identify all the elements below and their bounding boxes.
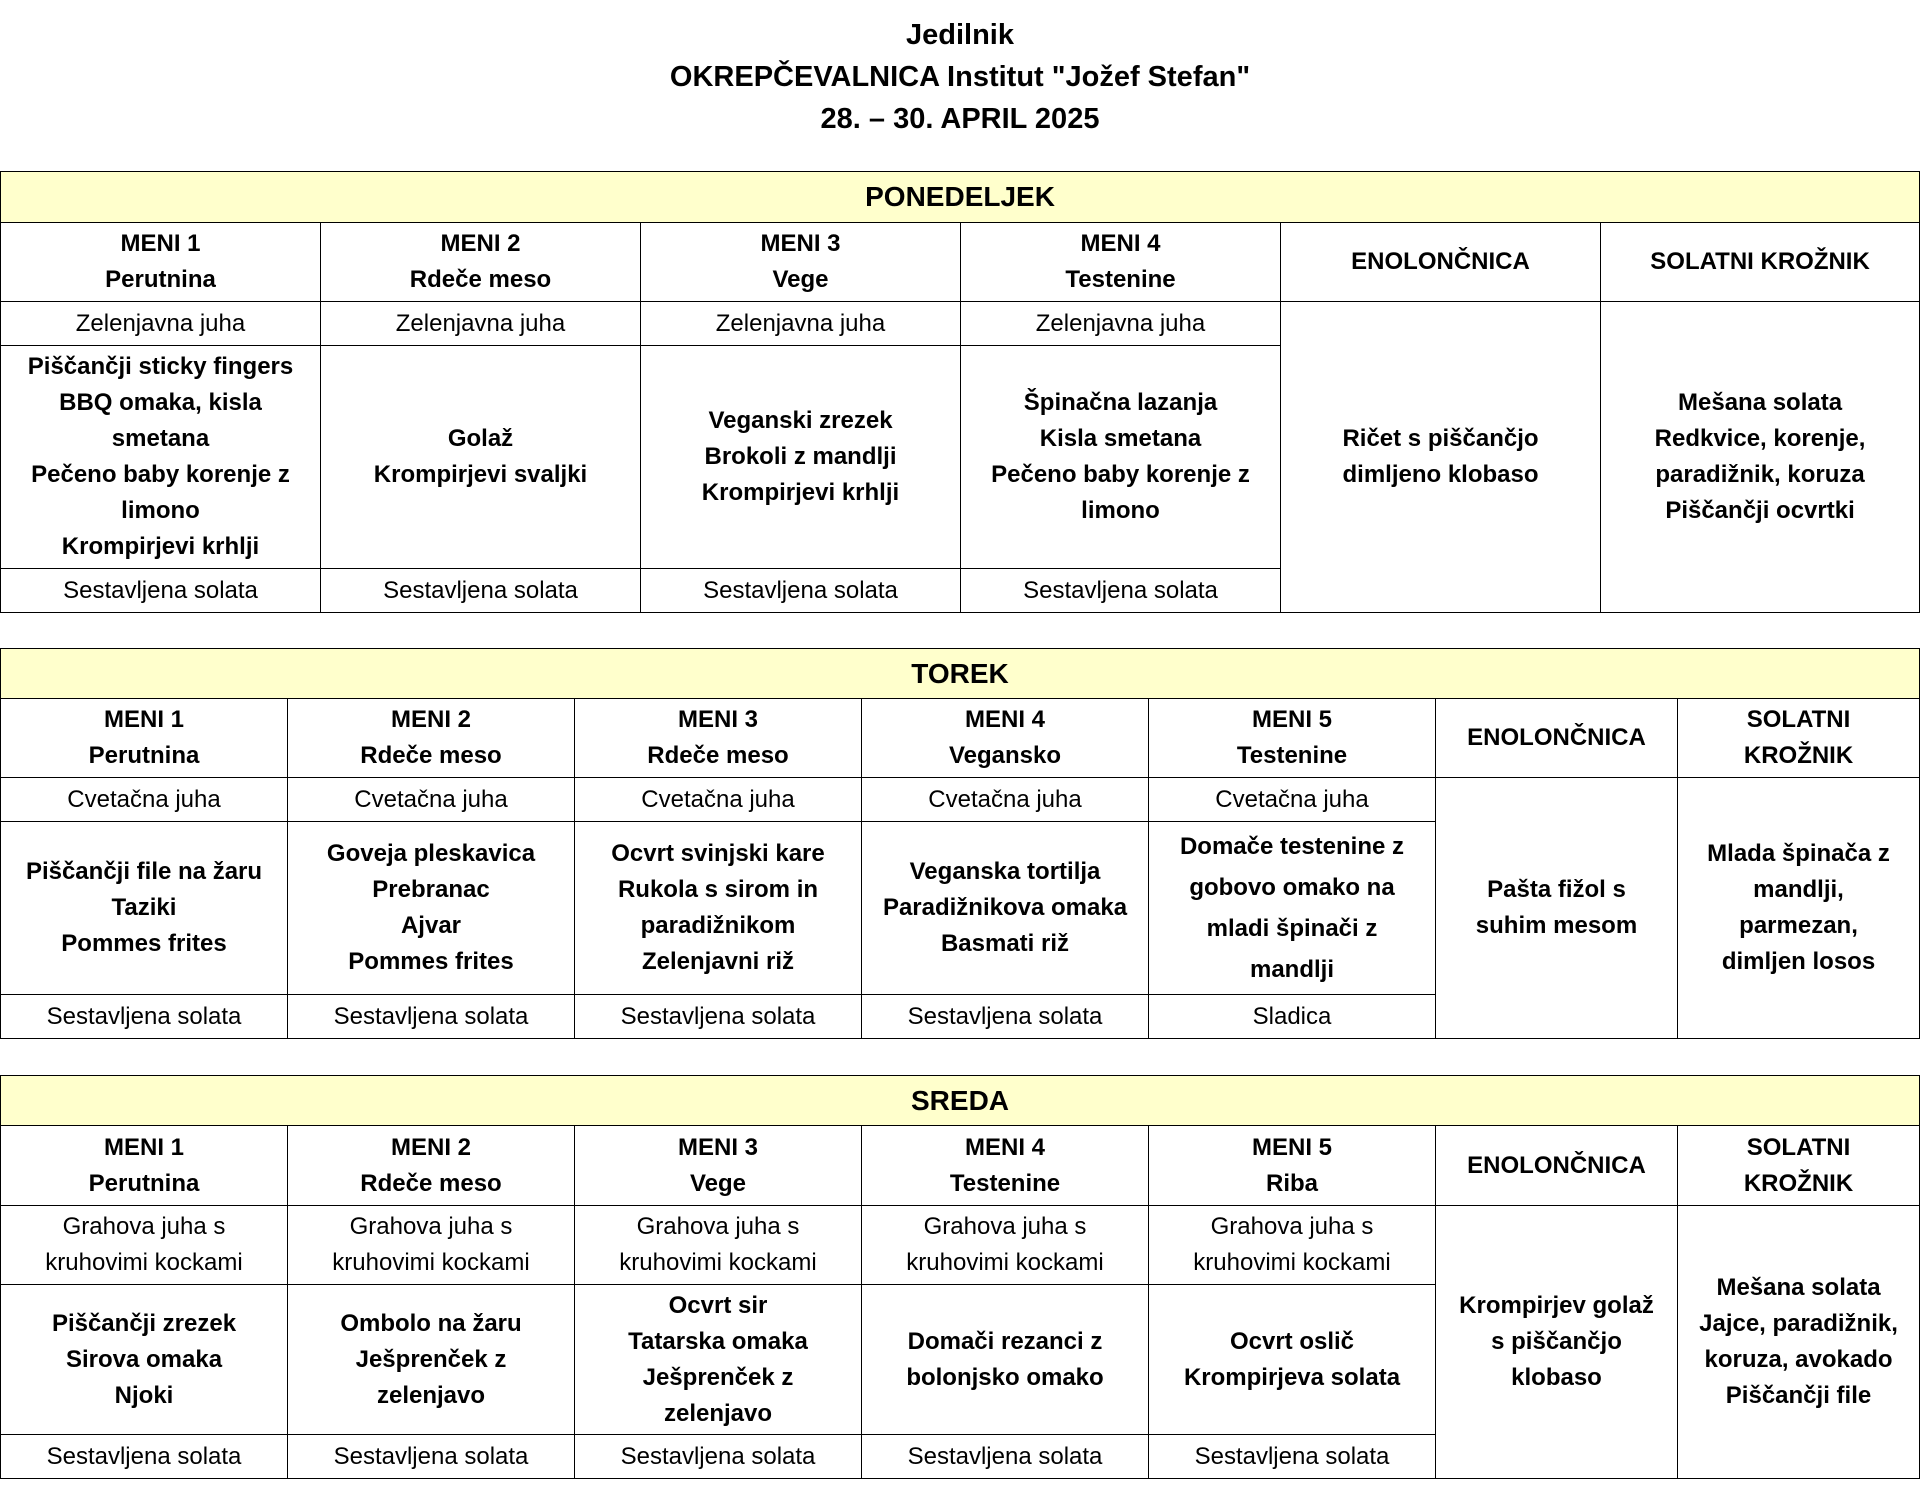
enoloncnica-line: dimljeno klobaso	[1342, 461, 1539, 488]
main-dish-cell	[961, 346, 1281, 569]
main-dish-line: Zelenjavni riž	[641, 948, 795, 975]
main-dish-line: Krompirjevi svaljki	[373, 461, 588, 488]
main-dish-line: Njoki	[114, 1381, 174, 1409]
venue-title: OKREPČEVALNICA Institut "Jožef Stefan"	[669, 61, 1251, 93]
enoloncnica-header: ENOLONČNICA	[1436, 1126, 1678, 1206]
menu-header	[961, 223, 1281, 302]
main-dish-line: Piščančji file na žaru	[25, 858, 263, 885]
solatni-title-line: KROŽNIK	[1743, 742, 1854, 769]
main-dish-line: Piščančji zrezek	[51, 1309, 237, 1337]
main-dish-line: Rukola s sirom in	[617, 876, 819, 903]
soup-cell: Cvetačna juha	[575, 778, 862, 822]
menu-subtitle: Rdeče meso	[360, 1169, 502, 1197]
soup-line: kruhovimi kockami	[45, 1249, 243, 1276]
menu-header	[1, 223, 321, 302]
side-cell: Sestavljena solata	[862, 995, 1149, 1039]
soup-cell: Zelenjavna juha	[641, 302, 961, 346]
menu-subtitle: Vege	[772, 266, 829, 293]
side-cell: Sestavljena solata	[1149, 1435, 1436, 1479]
menu-header	[321, 223, 641, 302]
menu-title: MENI 5	[1251, 706, 1332, 733]
side-cell: Sestavljena solata	[321, 569, 641, 613]
soup-cell	[862, 1206, 1149, 1285]
solatni-header	[1678, 699, 1920, 778]
main-dish-line: Domači rezanci z	[907, 1327, 1103, 1355]
side-cell: Sestavljena solata	[862, 1435, 1149, 1479]
main-dish-line: Krompirjevi krhlji	[61, 533, 260, 560]
enoloncnica-line: klobaso	[1511, 1364, 1602, 1391]
main-dish-line: Tatarska omaka	[628, 1327, 808, 1355]
side-cell: Sestavljena solata	[288, 1435, 575, 1479]
soup-cell: Cvetačna juha	[1, 778, 288, 822]
menu-title: MENI 1	[103, 1133, 184, 1161]
main-dish-line: Goveja pleskavica	[326, 840, 536, 867]
soup-line: Grahova juha s	[62, 1213, 226, 1240]
soup-line: Grahova juha s	[923, 1213, 1087, 1240]
main-dish-line: Pečeno baby korenje z	[31, 461, 290, 488]
main-dish-line: limono	[1081, 497, 1160, 524]
solatni-line: mandlji,	[1753, 876, 1844, 903]
menu-title: MENI 4	[964, 706, 1045, 733]
main-dish-line: Ombolo na žaru	[340, 1309, 522, 1337]
soup-line: kruhovimi kockami	[619, 1249, 817, 1276]
solatni-line: paradižnik, koruza	[1655, 461, 1865, 488]
main-dish-cell	[641, 346, 961, 569]
enoloncnica-line: Ričet s piščančjo	[1342, 425, 1539, 452]
soup-cell: Zelenjavna juha	[321, 302, 641, 346]
menu-title: MENI 2	[440, 230, 521, 257]
day-table-ponedeljek	[0, 171, 1920, 613]
menu-header	[575, 1126, 862, 1206]
main-dish-line: Krompirjeva solata	[1183, 1363, 1401, 1391]
menu-subtitle: Vegansko	[948, 742, 1062, 769]
side-cell: Sestavljena solata	[575, 995, 862, 1039]
main-dish-line: Ješprenček z	[355, 1345, 507, 1373]
main-dish-line: Pommes frites	[348, 948, 514, 975]
main-dish-line: bolonjsko omako	[906, 1363, 1104, 1391]
main-dish-line: Ocvrt svinjski kare	[611, 840, 825, 867]
menu-subtitle: Testenine	[949, 1169, 1061, 1197]
solatni-line: Mlada špinača z	[1707, 840, 1890, 867]
menu-header	[641, 223, 961, 302]
menu-header	[1, 1126, 288, 1206]
solatni-line: Mešana solata	[1716, 1274, 1881, 1301]
menu-subtitle: Testenine	[1065, 266, 1176, 293]
main-dish-line: Veganska tortilja	[909, 858, 1101, 885]
side-cell: Sestavljena solata	[1, 1435, 288, 1479]
page-header	[0, 14, 1920, 140]
main-dish-line: limono	[121, 497, 200, 524]
menu-title: MENI 3	[677, 706, 758, 733]
main-dish-line: Ajvar	[400, 912, 462, 939]
soup-cell	[288, 1206, 575, 1285]
menu-header	[1149, 1126, 1436, 1206]
menu-title: MENI 4	[1080, 230, 1161, 257]
enoloncnica-cell	[1436, 778, 1678, 1039]
main-dish-cell	[575, 822, 862, 995]
page-title: Jedilnik	[906, 19, 1014, 51]
main-dish-line: Prebranac	[372, 876, 490, 903]
main-dish-line: Ocvrt sir	[668, 1291, 768, 1319]
menu-title: MENI 2	[390, 1133, 471, 1161]
menu-title: MENI 1	[120, 230, 201, 257]
solatni-title-line: SOLATNI	[1746, 1133, 1851, 1161]
soup-line: Grahova juha s	[636, 1213, 800, 1240]
solatni-line: Redkvice, korenje,	[1654, 425, 1866, 452]
menu-header	[575, 699, 862, 778]
enoloncnica-header: ENOLONČNICA	[1436, 699, 1678, 778]
main-dish-line: BBQ omaka, kisla	[59, 389, 262, 416]
main-dish-line: zelenjavo	[663, 1399, 773, 1427]
main-dish-cell	[862, 822, 1149, 995]
soup-cell	[1, 1206, 288, 1285]
menu-subtitle: Perutnina	[105, 266, 216, 293]
main-dish-line: Ocvrt oslič	[1229, 1327, 1355, 1355]
menu-subtitle: Testenine	[1236, 742, 1348, 769]
main-dish-cell	[321, 346, 641, 569]
main-dish-cell	[575, 1285, 862, 1435]
solatni-header	[1678, 1126, 1920, 1206]
main-dish-cell	[1149, 1285, 1436, 1435]
enoloncnica-line: Krompirjev golaž	[1459, 1292, 1654, 1319]
solatni-line: Piščančji file	[1725, 1382, 1872, 1409]
day-name: TOREK	[1, 649, 1920, 699]
soup-cell: Zelenjavna juha	[961, 302, 1281, 346]
day-table-torek	[0, 648, 1920, 1039]
enoloncnica-line: suhim mesom	[1475, 912, 1638, 939]
menu-title: MENI 5	[1251, 1133, 1332, 1161]
main-dish-cell	[288, 822, 575, 995]
soup-cell: Cvetačna juha	[1149, 778, 1436, 822]
solatni-line: parmezan,	[1739, 912, 1858, 939]
menu-subtitle: Rdeče meso	[409, 266, 552, 293]
menu-subtitle: Perutnina	[88, 742, 200, 769]
solatni-line: koruza, avokado	[1704, 1346, 1893, 1373]
menu-title: MENI 2	[390, 706, 471, 733]
date-range: 28. – 30. APRIL 2025	[820, 103, 1100, 135]
solatni-header: SOLATNI KROŽNIK	[1601, 223, 1920, 302]
menu-header	[862, 1126, 1149, 1206]
soup-line: kruhovimi kockami	[332, 1249, 530, 1276]
side-cell: Sestavljena solata	[641, 569, 961, 613]
main-dish-line: Špinačna lazanja	[1023, 389, 1218, 416]
soup-cell	[575, 1206, 862, 1285]
solatni-cell	[1678, 778, 1920, 1039]
day-name: SREDA	[1, 1076, 1920, 1126]
menu-title: MENI 3	[760, 230, 841, 257]
main-dish-cell	[288, 1285, 575, 1435]
main-dish-line: Domače testenine z	[1179, 833, 1405, 860]
enoloncnica-cell	[1281, 302, 1601, 613]
day-table-sreda	[0, 1075, 1920, 1479]
main-dish-line: Sirova omaka	[65, 1345, 223, 1373]
menu-header	[862, 699, 1149, 778]
menu-header	[288, 1126, 575, 1206]
main-dish-line: Basmati riž	[940, 930, 1070, 957]
menu-subtitle: Rdeče meso	[360, 742, 502, 769]
main-dish-cell	[1, 822, 288, 995]
side-cell: Sestavljena solata	[1, 569, 321, 613]
menu-subtitle: Vege	[689, 1169, 747, 1197]
side-cell: Sladica	[1149, 995, 1436, 1039]
main-dish-line: Pečeno baby korenje z	[991, 461, 1250, 488]
main-dish-line: Ješprenček z	[642, 1363, 794, 1391]
main-dish-line: Kisla smetana	[1039, 425, 1202, 452]
soup-cell: Zelenjavna juha	[1, 302, 321, 346]
enoloncnica-line: s piščančjo	[1491, 1328, 1622, 1355]
main-dish-line: Brokoli z mandlji	[704, 443, 897, 470]
solatni-title-line: SOLATNI	[1746, 706, 1851, 733]
menu-header	[1149, 699, 1436, 778]
soup-cell: Cvetačna juha	[862, 778, 1149, 822]
side-cell: Sestavljena solata	[288, 995, 575, 1039]
main-dish-line: Golaž	[447, 425, 514, 452]
menu-subtitle: Riba	[1265, 1169, 1318, 1197]
main-dish-line: Piščančji sticky fingers	[27, 353, 294, 380]
menu-title: MENI 1	[103, 706, 184, 733]
main-dish-line: Taziki	[111, 894, 177, 921]
solatni-cell	[1678, 1206, 1920, 1479]
main-dish-line: gobovo omako na	[1189, 874, 1395, 901]
menu-header	[1, 699, 288, 778]
main-dish-line: Paradižnikova omaka	[882, 894, 1128, 921]
solatni-line: dimljen losos	[1721, 948, 1876, 975]
menu-title: MENI 4	[964, 1133, 1045, 1161]
main-dish-line: zelenjavo	[376, 1381, 486, 1409]
enoloncnica-cell	[1436, 1206, 1678, 1479]
main-dish-line: smetana	[111, 425, 210, 452]
main-dish-line: mandlji	[1249, 956, 1334, 983]
main-dish-line: Krompirjevi krhlji	[701, 479, 900, 506]
main-dish-cell	[1, 346, 321, 569]
side-cell: Sestavljena solata	[961, 569, 1281, 613]
menu-subtitle: Perutnina	[88, 1169, 200, 1197]
side-cell: Sestavljena solata	[575, 1435, 862, 1479]
menu-subtitle: Rdeče meso	[647, 742, 789, 769]
main-dish-line: mladi špinači z	[1206, 915, 1378, 942]
soup-line: Grahova juha s	[349, 1213, 513, 1240]
solatni-cell	[1601, 302, 1920, 613]
soup-cell: Cvetačna juha	[288, 778, 575, 822]
soup-line: kruhovimi kockami	[906, 1249, 1104, 1276]
main-dish-cell	[1149, 822, 1436, 995]
solatni-line: Jajce, paradižnik,	[1699, 1310, 1898, 1337]
main-dish-cell	[862, 1285, 1149, 1435]
main-dish-line: Veganski zrezek	[708, 407, 893, 434]
menu-header	[288, 699, 575, 778]
solatni-title-line: KROŽNIK	[1743, 1169, 1854, 1197]
soup-line: Grahova juha s	[1210, 1213, 1374, 1240]
solatni-line: Mešana solata	[1678, 389, 1843, 416]
enoloncnica-line: Pašta fižol s	[1487, 876, 1626, 903]
soup-line: kruhovimi kockami	[1193, 1249, 1391, 1276]
enoloncnica-header: ENOLONČNICA	[1281, 223, 1601, 302]
soup-cell	[1149, 1206, 1436, 1285]
side-cell: Sestavljena solata	[1, 995, 288, 1039]
main-dish-cell	[1, 1285, 288, 1435]
main-dish-line: Pommes frites	[61, 930, 227, 957]
solatni-line: Piščančji ocvrtki	[1665, 497, 1855, 524]
main-dish-line: paradižnikom	[640, 912, 796, 939]
menu-title: MENI 3	[677, 1133, 758, 1161]
day-name: PONEDELJEK	[1, 172, 1920, 223]
